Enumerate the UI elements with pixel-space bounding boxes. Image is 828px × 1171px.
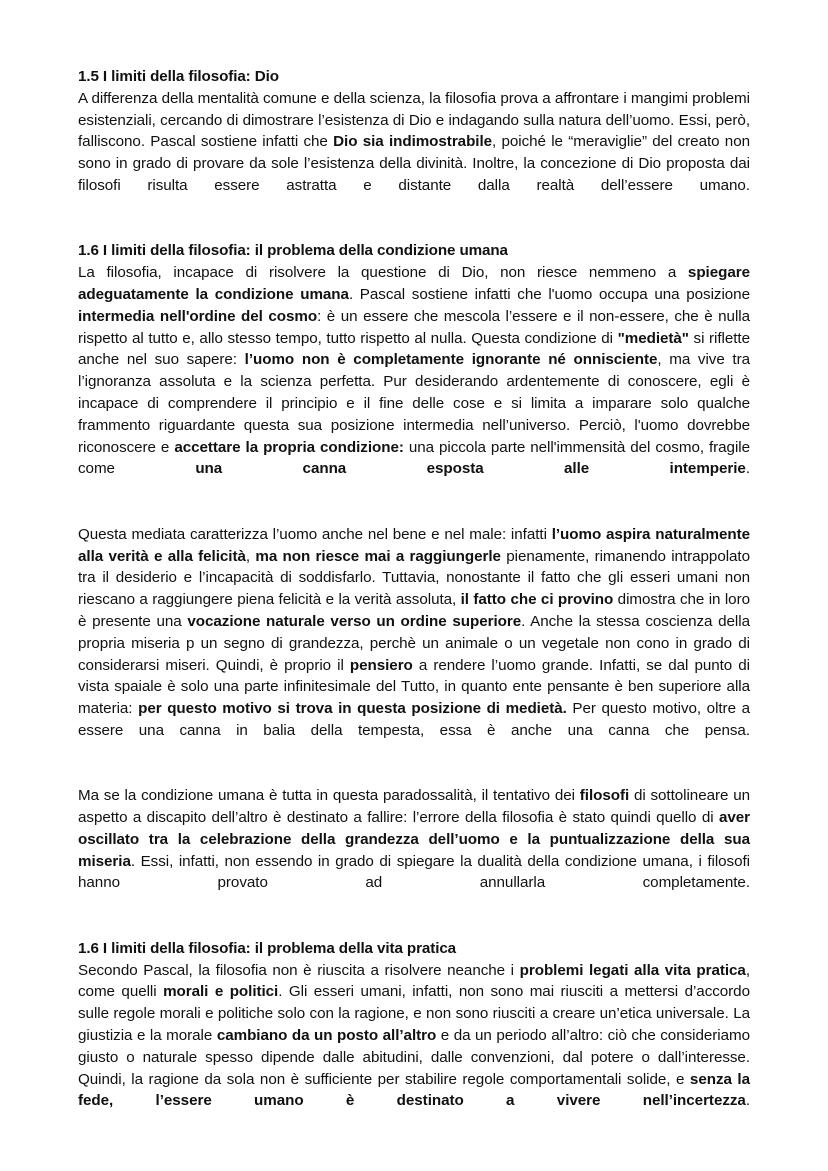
text-run: , ma vive tra l’ignoranza assoluta e la scienza perfetta. Pur desiderando ardentemente di conoscere, egli è incapace di comprendere il principio e il fine delle cose e si limita a imparare solo qualche frammento riguardante questa sua posizione intermedia nell’universo. Perciò, l'uomo dovrebbe riconoscere e [78, 351, 750, 456]
text-run: Per questo motivo, oltre a essere una canna in balia della tempesta, essa è anche una canna che pensa. [78, 700, 750, 739]
emphasis-run: l’uomo non è completamente ignorante né onnisciente [244, 351, 658, 369]
paragraph-vita-pratica [78, 960, 750, 1134]
heading-1-6-vita-pratica: 1.6 I limiti della filosofia: il problema della vita pratica [78, 939, 457, 957]
text-run: . Anche la stessa coscienza della propria miseria p un segno di grandezza, perchè un animale o un vegetale non cono in grado di considerarsi miseri. Quindi, è proprio il [78, 612, 750, 674]
emphasis-run: spiegare adeguatamente la condizione umana [78, 264, 750, 303]
text-run: dimostra che in loro è presente una [78, 591, 750, 630]
emphasis-run: "medietà" [617, 329, 689, 347]
text-run: e da un periodo all’altro: ciò che consideriamo giusto o naturale spesso dipende dalle abitudini, dalle convenzioni, dal potere o dall’interesse. Quindi, la ragione da sola non è sufficiente per stabilire regole comportamentali solide, e [78, 1027, 750, 1088]
text-run: Secondo Pascal, la filosofia non è riuscita a risolvere neanche i [78, 961, 520, 979]
emphasis-run: intermedia nell'ordine del cosmo [78, 307, 318, 325]
text-run: . [745, 460, 750, 478]
paragraph-paradossalita [78, 785, 750, 916]
emphasis-run: senza la fede, l’essere umano è destinato a vivere nell’incertezza [78, 1070, 750, 1110]
emphasis-run: vocazione naturale verso un ordine superiore [187, 612, 522, 630]
emphasis-run: il fatto che ci provino [460, 591, 614, 609]
emphasis-run: pensiero [349, 656, 413, 674]
spacer-before-heading-1-6-condizione [78, 219, 750, 241]
emphasis-run: per questo motivo si trova in questa posizione di medietà. [138, 700, 567, 718]
emphasis-run: ma non riesce mai a raggiungerle [255, 547, 501, 565]
text-run: . Pascal sostiene infatti che l'uomo occupa una posizione [348, 285, 750, 303]
text-run: pienamente, rimanendo intrappolato tra il desiderio e l’incapacità di soddisfarlo. Tuttavia, nonostante il fatto che gli esseri umani non riescano a raggiungere piena felicità e la verità assoluta, [78, 547, 750, 609]
spacer-before-paragraph-paradossalita [78, 764, 750, 786]
text-run: di sottolineare un aspetto a discapito dell’altro è destinato a fallire: l’errore della filosofia è stato quindi quello di [78, 787, 750, 827]
emphasis-run: problemi legati alla vita pratica [519, 961, 746, 979]
text-run: . Essi, infatti, non essendo in grado di spiegare la dualità della condizione umana, i filosofi hanno provato ad annullarla completamente. [78, 852, 750, 892]
text-run: . [745, 1092, 750, 1110]
emphasis-run: accettare la propria condizione: [174, 438, 404, 456]
text-run: , poiché le “meraviglie” del creato non sono in grado di provare da sole l’esistenza della divinità. Inoltre, la concezione di Dio proposta dai filosofi risulta essere astratta e distante dalla realtà dell’essere umano. [78, 133, 750, 194]
emphasis-run: l’uomo aspira naturalmente alla verità e alla felicità [78, 525, 750, 565]
text-run: si riflette anche nel suo sapere: [78, 329, 750, 369]
text-run: , come quelli [78, 961, 750, 1001]
text-run: , [245, 547, 256, 565]
paragraph-mediata [78, 524, 750, 764]
paragraph-1-5-body [78, 88, 750, 219]
emphasis-run: filosofi [579, 787, 630, 805]
heading-1-5: 1.5 I limiti della filosofia: Dio [78, 68, 279, 85]
text-run: una piccola parte nell'immensità del cosmo, fragile come [78, 438, 751, 478]
heading-1-6-condizione-umana: 1.6 I limiti della filosofia: il problema della condizione umana [78, 242, 508, 260]
text-run: . Gli esseri umani, infatti, non sono mai riusciti a mettersi d’accordo sulle regole morali e politiche solo con la ragione, e non sono riusciti a creare un’etica universale. La giustizia e la morale [78, 983, 750, 1045]
emphasis-run: Dio sia indimostrabile [333, 133, 493, 151]
emphasis-run: aver oscillato tra la celebrazione della grandezza dell’uomo e la puntualizzazione della sua miseria [78, 809, 750, 870]
spacer-before-paragraph-mediata [78, 502, 750, 524]
paragraph-condizione-umana [78, 262, 750, 502]
text-run: : è un essere che mescola l’essere e il non-essere, che è nulla rispetto al tutto e, allo stesso tempo, tutto rispetto al nulla. Questa condizione di [78, 307, 750, 347]
text-run: La filosofia, incapace di risolvere la questione di Dio, non riesce nemmeno a [78, 264, 688, 282]
emphasis-run: cambiano da un posto all’altro [216, 1027, 437, 1045]
emphasis-run: una canna esposta alle intemperie [195, 460, 746, 478]
spacer-before-heading-1-6-vita-pratica [78, 916, 750, 938]
text-run: A differenza della mentalità comune e della scienza, la filosofia prova a affrontare i mangimi problemi esistenziali, cercando di dimostrare l’esistenza di Dio e indagando sulla natura dell’uomo. Essi, però, falliscono. Pascal sostiene infatti che [78, 89, 750, 151]
text-run: Questa mediata caratterizza l’uomo anche nel bene e nel male: infatti [78, 525, 552, 543]
text-run: a rendere l’uomo grande. Infatti, se dal punto di vista spaiale è solo una parte infinitesimale del Tutto, in quanto ente pensante è ben superiore alla materia: [78, 656, 750, 718]
document-text-column [78, 66, 750, 1134]
emphasis-run: morali e politici [163, 983, 279, 1001]
text-run: Ma se la condizione umana è tutta in questa paradossalità, il tentativo dei [78, 787, 580, 805]
